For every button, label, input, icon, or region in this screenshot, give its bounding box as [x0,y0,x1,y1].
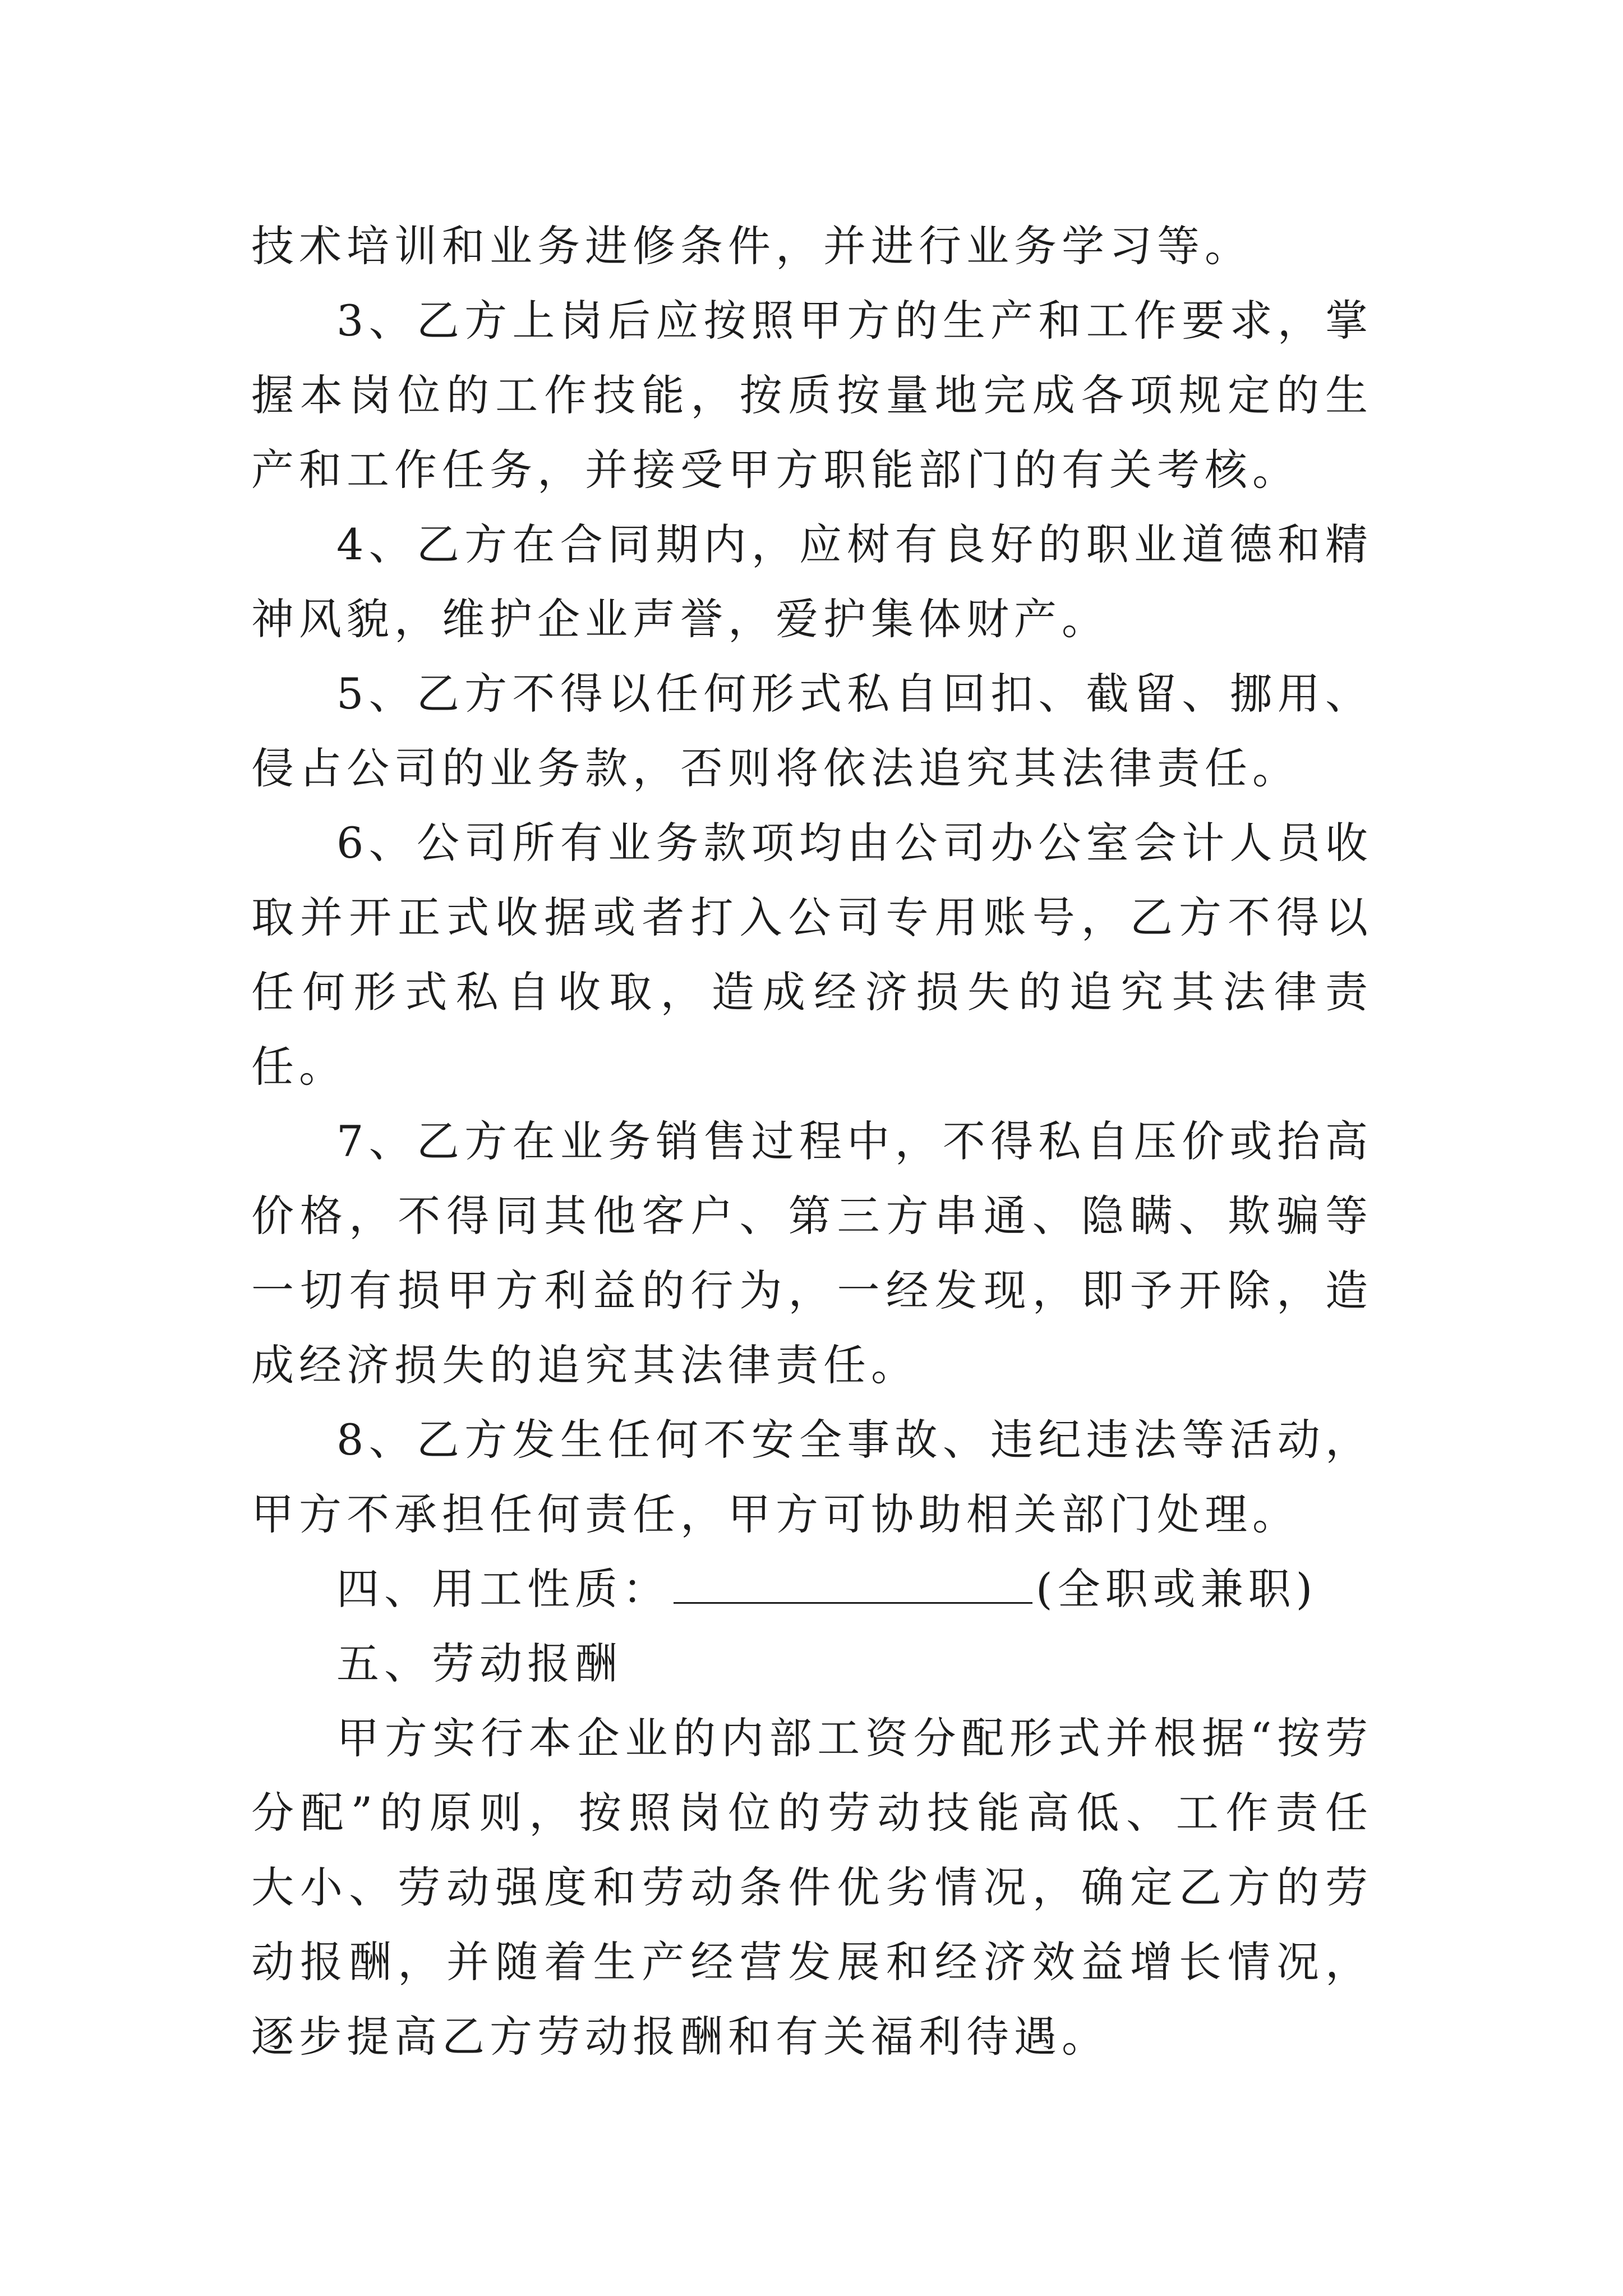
clause-7: 7、乙方在业务销售过程中，不得私自压价或抬高价格，不得同其他客户、第三方串通、隐瞒、欺骗等一切有损甲方利益的行为，一经发现，即予开除，造成经济损失的追究其法律责任。 [251,1116,1373,1390]
employment-type-blank-field[interactable] [674,1565,1032,1604]
clause-5: 5、乙方不得以任何形式私自回扣、截留、挪用、侵占公司的业务款，否则将依法追究其法律责任。 [251,669,1373,793]
clause-3: 3、乙方上岗后应按照甲方的生产和工作要求，掌握本岗位的工作技能，按质按量地完成各项规定的生产和工作任务，并接受甲方职能部门的有关考核。 [251,296,1373,495]
paragraph-continuation: 技术培训和业务进修条件，并进行业务学习等。 [251,221,1252,271]
document-body [251,209,1373,2074]
section-5-heading: 五、劳动报酬 [336,1639,623,1688]
clause-8: 8、乙方发生任何不安全事故、违纪违法等活动，甲方不承担任何责任，甲方可协助相关部门处理。 [251,1415,1373,1539]
employment-type-options: (全职或兼职) [1036,1564,1318,1614]
clause-6: 6、公司所有业务款项均由公司办公室会计人员收取并开正式收据或者打入公司专用账号，乙方不得以任何形式私自收取，造成经济损失的追究其法律责任。 [251,818,1373,1092]
section-5-body: 甲方实行本企业的内部工资分配形式并根据“按劳分配”的原则，按照岗位的劳动技能高低、工作责任大小、劳动强度和劳动条件优劣情况，确定乙方的劳动报酬，并随着生产经营发展和经济效益增长情况，逐步提高乙方劳动报酬和有关福利待遇。 [251,1713,1373,2062]
employment-type-label: 四、用工性质： [336,1564,670,1614]
employment-type-line [251,1552,1373,1626]
clause-4: 4、乙方在合同期内，应树有良好的职业道德和精神风貌，维护企业声誉，爱护集体财产。 [251,519,1373,644]
